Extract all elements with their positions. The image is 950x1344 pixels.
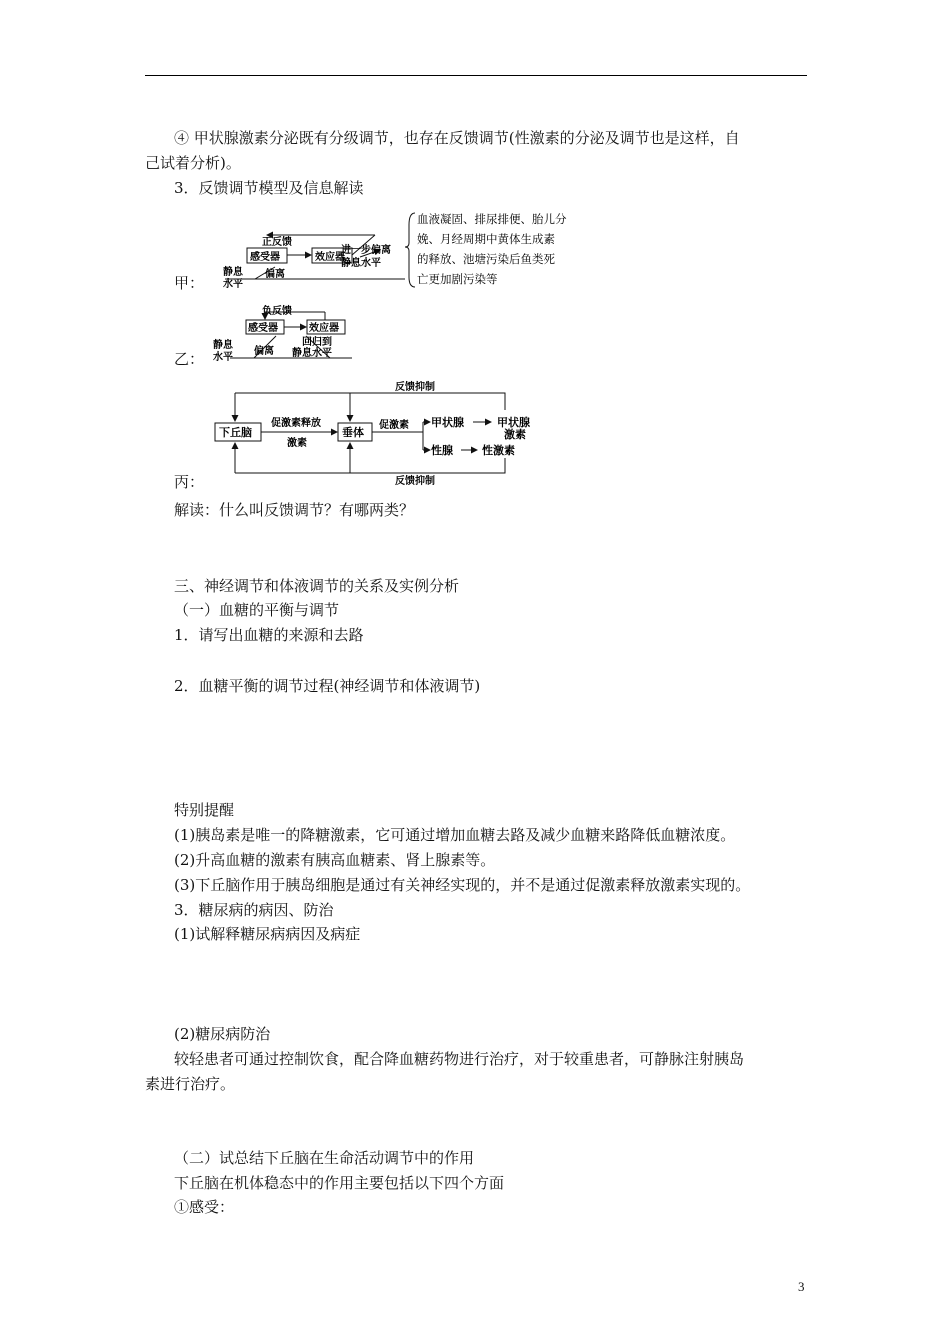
example-text: 亡更加剧污染等 bbox=[417, 272, 498, 286]
deviation-label: 偏离 bbox=[265, 269, 285, 280]
text-line: 2．血糖平衡的调节过程(神经调节和体液调节) bbox=[174, 677, 481, 695]
effector-label: 效应器 bbox=[315, 252, 345, 263]
resting-label: 静息 bbox=[223, 267, 243, 278]
text-line: ①感受： bbox=[174, 1198, 235, 1216]
text-line: 素进行治疗。 bbox=[145, 1075, 236, 1093]
text-line: 较轻患者可通过控制饮食，配合降血糖药物进行治疗，对于较重患者，可静脉注射胰岛 bbox=[174, 1050, 745, 1068]
receptor-label: 感受器 bbox=[248, 323, 278, 334]
note-item: (2)升高血糖的激素有胰高血糖素、肾上腺素等。 bbox=[174, 851, 496, 869]
note-item: (1)胰岛素是唯一的降糖激素，它可通过增加血糖去路及减少血糖来路降低血糖浓度。 bbox=[174, 826, 736, 844]
resting-label: 水平 bbox=[223, 279, 243, 290]
example-text: 血液凝固、排尿排便、胎儿分 bbox=[417, 212, 567, 226]
text-line: 3．糖尿病的病因、防治 bbox=[174, 901, 334, 919]
note-heading: 特别提醒 bbox=[174, 801, 235, 819]
text-line: 下丘脑在机体稳态中的作用主要包括以下四个方面 bbox=[174, 1174, 505, 1192]
negative-feedback-label: 负反馈 bbox=[262, 306, 292, 317]
hypothalamus-label: 下丘脑 bbox=[219, 426, 252, 439]
brace bbox=[405, 213, 415, 287]
text-line: (2)糖尿病防治 bbox=[174, 1025, 271, 1043]
text-line: 己试着分析)。 bbox=[145, 154, 241, 172]
diagram-jia-label: 甲： bbox=[174, 274, 205, 292]
diagram-bing-label: 丙： bbox=[174, 473, 205, 491]
return-label: 回归到 bbox=[302, 337, 332, 348]
page-number: 3 bbox=[798, 1279, 805, 1294]
text-line: ④ 甲状腺激素分泌既有分级调节，也存在反馈调节(性激素的分泌及调节也是这样，自 bbox=[174, 129, 740, 147]
example-text: 的释放、池塘污染后鱼类死 bbox=[417, 252, 555, 266]
receptor-label: 感受器 bbox=[250, 252, 280, 263]
text-line: 解读：什么叫反馈调节？有哪两类？ bbox=[174, 501, 415, 519]
resting-label: 水平 bbox=[213, 352, 233, 363]
return-label: 静息水平 bbox=[292, 348, 332, 359]
resting-label: 静息 bbox=[213, 340, 233, 351]
diagram-yi-label: 乙： bbox=[174, 350, 205, 368]
deviation-label: 偏离 bbox=[254, 346, 274, 357]
trh-label: 激素 bbox=[287, 438, 307, 449]
text-line: 1．请写出血糖的来源和去路 bbox=[174, 626, 364, 644]
feedback-inhibition-label: 反馈抑制 bbox=[395, 382, 435, 393]
further-deviation-label: 进一步偏离 bbox=[341, 245, 391, 256]
diagram-hormone-feedback bbox=[205, 378, 550, 488]
trh-label: 促激素释放 bbox=[271, 418, 321, 429]
diagram-negative-feedback bbox=[210, 300, 370, 365]
thyroid-label: 甲状腺 bbox=[431, 416, 464, 429]
thyroid-hormone-label: 甲状腺 bbox=[497, 416, 530, 429]
feedback-line bbox=[235, 458, 505, 473]
feedback-line bbox=[235, 393, 505, 410]
thyroid-hormone-label: 激素 bbox=[504, 428, 526, 441]
example-text: 娩、月经周期中黄体生成素 bbox=[417, 232, 555, 246]
diagram-positive-feedback bbox=[215, 205, 595, 295]
subsection-heading: （二）试总结下丘脑在生命活动调节中的作用 bbox=[174, 1149, 475, 1167]
positive-feedback-label: 正反馈 bbox=[262, 237, 292, 248]
header-rule bbox=[145, 75, 807, 76]
sex-hormone-label: 性激素 bbox=[482, 444, 515, 457]
section-heading: 3．反馈调节模型及信息解读 bbox=[174, 179, 364, 197]
further-deviation-label: 静息水平 bbox=[341, 258, 381, 269]
text-line: (1)试解释糖尿病病因及病症 bbox=[174, 925, 361, 943]
note-item: (3)下丘脑作用于胰岛细胞是通过有关神经实现的，并不是通过促激素释放激素实现的。 bbox=[174, 876, 751, 894]
tropic-hormone-label: 促激素 bbox=[379, 420, 409, 431]
subsection-heading: （一）血糖的平衡与调节 bbox=[174, 601, 340, 619]
effector-label: 效应器 bbox=[309, 323, 339, 334]
section-heading: 三、神经调节和体液调节的关系及实例分析 bbox=[174, 577, 460, 595]
pituitary-label: 垂体 bbox=[342, 426, 364, 439]
feedback-inhibition-label: 反馈抑制 bbox=[395, 476, 435, 487]
gonad-label: 性腺 bbox=[431, 444, 453, 457]
